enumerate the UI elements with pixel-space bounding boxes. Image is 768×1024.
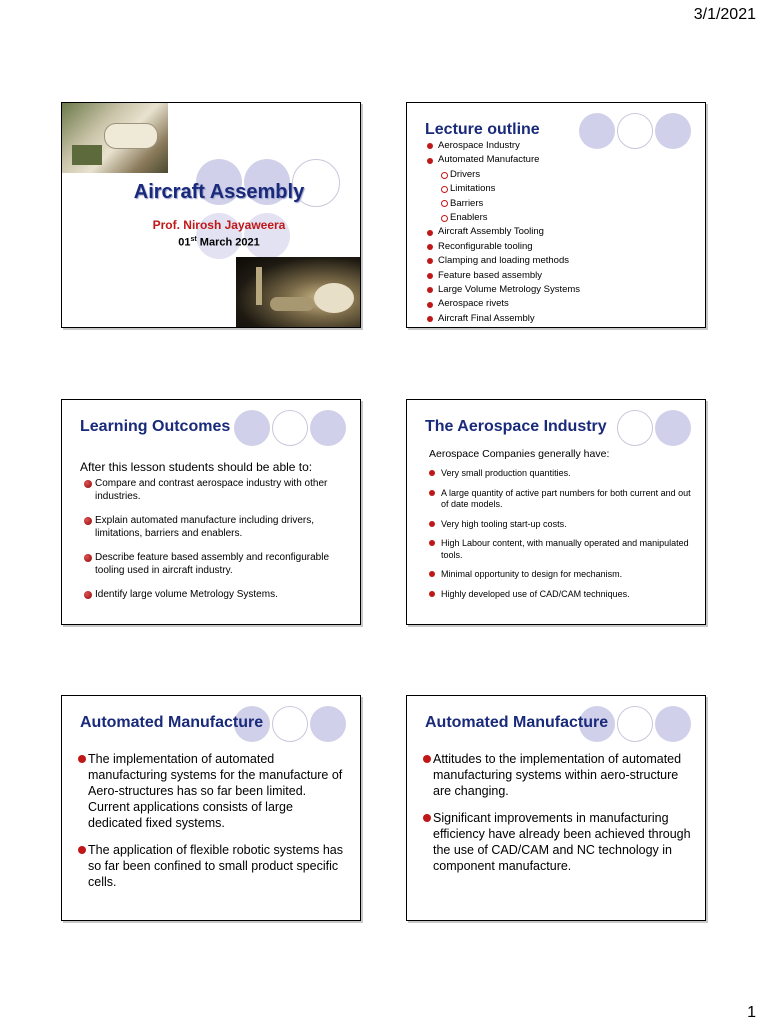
list-item [84, 589, 346, 602]
bullet-icon [78, 755, 86, 763]
list-item [423, 751, 693, 799]
slide-heading: Learning Outcomes [80, 418, 231, 435]
list-item [84, 478, 346, 503]
aircraft-assembly-photo [62, 103, 168, 173]
lecture-date: 01st March 2021 [178, 236, 260, 249]
slide-aerospace-industry [406, 399, 706, 625]
list-item [84, 552, 346, 577]
decor-circles [579, 113, 691, 149]
list-item-text: Aerospace Industry [438, 140, 520, 151]
circle-bullet-icon [441, 200, 448, 207]
list-item [427, 139, 580, 153]
list-item [427, 225, 580, 239]
circle-bullet-icon [441, 215, 448, 222]
bullet-icon [423, 814, 431, 822]
industry-list [429, 468, 691, 608]
list-item [78, 751, 348, 831]
list-item [427, 168, 580, 182]
list-item [423, 810, 693, 874]
list-item-text: Enablers [450, 212, 488, 224]
outcomes-list [84, 478, 346, 614]
author-name: Prof. Nirosh Jayaweera [152, 218, 286, 232]
list-item-text: Aerospace rivets [438, 298, 509, 310]
outline-list [427, 139, 580, 326]
slide-title [61, 102, 361, 328]
list-item-text: Aircraft Final Assembly [438, 312, 535, 324]
list-item [427, 240, 580, 254]
list-item [427, 312, 580, 326]
bullet-icon [429, 521, 435, 527]
list-item-text: Limitations [450, 183, 496, 195]
list-item-text: Aircraft Assembly Tooling [438, 226, 544, 238]
list-item [429, 468, 691, 480]
bullet-icon [427, 273, 433, 279]
list-item-text: Compare and contrast aerospace industry with other industries. [95, 478, 328, 502]
list-item [427, 211, 580, 225]
aircraft-hangar-photo [236, 257, 360, 327]
bullet-icon [427, 316, 433, 322]
list-item-text: The application of flexible robotic systems has so far been confined to small product specific cells. [88, 843, 343, 889]
list-item-text: Clamping and loading methods [438, 255, 569, 267]
intro-text: After this lesson students should be able to: [80, 460, 313, 474]
slide-lecture-outline [406, 102, 706, 328]
list-item-text: Very small production quantities. [441, 468, 571, 478]
list-item-text: Reconfigurable tooling [438, 240, 533, 252]
bullet-icon [427, 302, 433, 308]
slide-heading: Lecture outline [425, 121, 540, 138]
list-item-text: Describe feature based assembly and reconfigurable tooling used in aircraft industry. [95, 552, 330, 576]
bullet-icon [429, 470, 435, 476]
list-item [84, 515, 346, 540]
bullet-icon [427, 143, 433, 149]
list-item-text: Highly developed use of CAD/CAM techniques. [441, 588, 630, 599]
list-item-text: Large Volume Metrology Systems [438, 284, 581, 296]
circle-bullet-icon [441, 186, 448, 193]
list-item [427, 153, 580, 167]
list-item-text: A large quantity of active part numbers for both current and out of date models. [441, 487, 691, 509]
bullet-icon [84, 517, 92, 525]
bullet-icon [427, 244, 433, 250]
list-item [427, 283, 580, 297]
slide-automated-manufacture-2 [406, 695, 706, 921]
page-number: 1 [747, 1004, 756, 1021]
slide-heading: The Aerospace Industry [425, 418, 607, 435]
decor-circles [617, 410, 691, 446]
list-item-text: Automated Manufacture [438, 154, 540, 166]
list-item-text: Minimal opportunity to design for mechanism. [441, 569, 623, 579]
slide-title-text: Aircraft Assembly [133, 181, 305, 203]
slide-heading: Automated Manufacture [80, 714, 264, 731]
decor-circles [234, 410, 346, 446]
list-item-text: Barriers [450, 197, 484, 209]
list-item-text: Explain automated manufacture including drivers, limitations, barriers and enablers. [95, 515, 315, 539]
slide-automated-manufacture-1 [61, 695, 361, 921]
page-date: 3/1/2021 [693, 6, 756, 23]
list-item-text: Attitudes to the implementation of automated manufacturing systems within aero-structure are changing. [433, 752, 682, 798]
list-item-text: Feature based assembly [438, 269, 543, 281]
slide-learning-outcomes [61, 399, 361, 625]
list-item [429, 538, 691, 561]
list-item [427, 254, 580, 268]
list-item [429, 488, 691, 511]
list-item [78, 842, 348, 890]
bullet-icon [423, 755, 431, 763]
bullet-icon [84, 480, 92, 488]
bullet-icon [427, 230, 433, 236]
list-item-text: Very high tooling start-up costs. [441, 518, 567, 529]
list-item-text: High Labour content, with manually operated and manipulated tools. [441, 538, 689, 560]
list-item-text: Drivers [450, 168, 481, 180]
bullet-icon [427, 287, 433, 293]
list-item-text: The implementation of automated manufacturing systems for the manufacture of Aero-structures has so far been limited. Current applications consists of large dedicated fixed systems. [88, 752, 343, 830]
bullet-icon [429, 540, 435, 546]
bullet-icon [84, 591, 92, 599]
bullet-icon [427, 158, 433, 164]
manufacture-list [423, 751, 693, 885]
bullet-icon [429, 571, 435, 577]
bullet-icon [78, 846, 86, 854]
manufacture-list [78, 751, 348, 901]
circle-bullet-icon [441, 172, 448, 179]
list-item [427, 269, 580, 283]
slide-heading: Automated Manufacture [425, 714, 609, 731]
intro-text: Aerospace Companies generally have: [429, 448, 610, 460]
list-item [429, 569, 691, 581]
list-item-text: Significant improvements in manufacturing efficiency have already been achieved through the use of CAD/CAM and NC technology in component manufacture. [433, 811, 691, 873]
bullet-icon [84, 554, 92, 562]
list-item [427, 197, 580, 211]
list-item [429, 519, 691, 531]
list-item [429, 589, 691, 601]
list-item [427, 297, 580, 311]
list-item [427, 182, 580, 196]
bullet-icon [427, 258, 433, 264]
bullet-icon [429, 490, 435, 496]
list-item-text: Identify large volume Metrology Systems. [95, 589, 278, 600]
bullet-icon [429, 591, 435, 597]
